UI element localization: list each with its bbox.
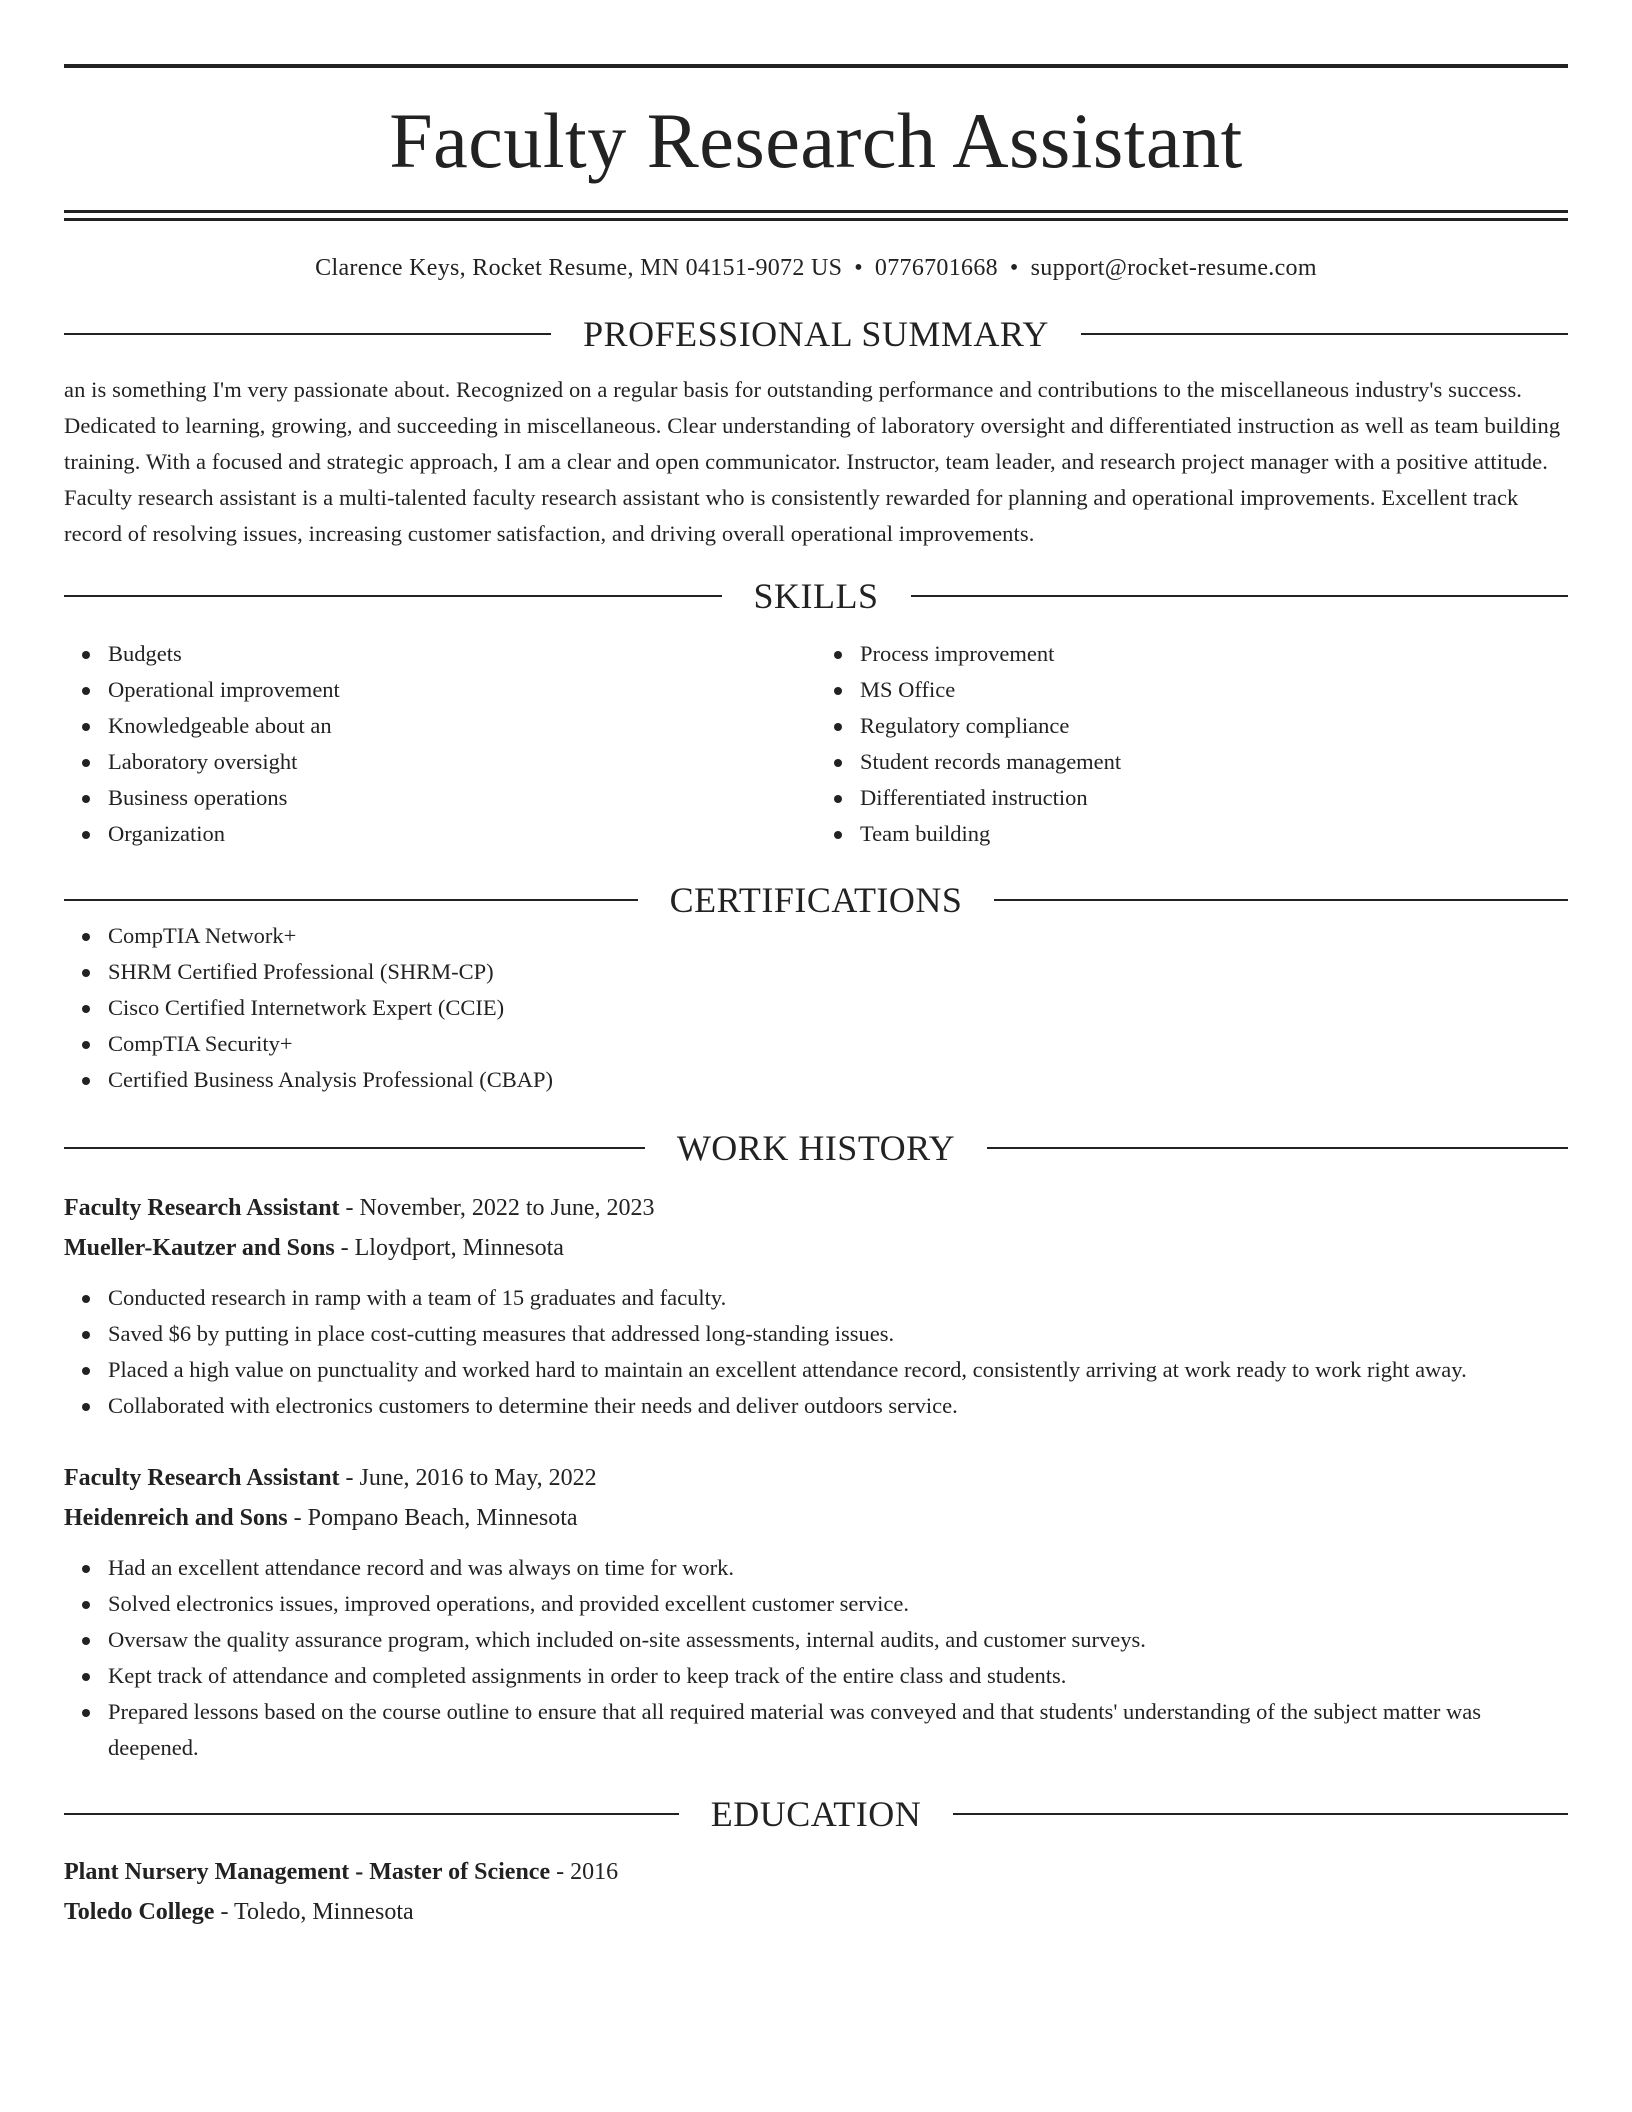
education-entry <box>64 1852 1568 1932</box>
job-duties-list <box>64 1280 1568 1424</box>
job-company-line <box>64 1498 1568 1538</box>
bullet-icon <box>82 933 90 941</box>
bullet-icon <box>82 969 90 977</box>
job-entry <box>64 1458 1568 1766</box>
job-location: - Lloydport, Minnesota <box>334 1235 564 1261</box>
bullet-icon <box>82 1331 90 1339</box>
skills-heading <box>64 578 1568 614</box>
skill-item: Operational improvement <box>108 672 816 708</box>
certification-item: CompTIA Security+ <box>108 1026 1568 1062</box>
education-location: - Toledo, Minnesota <box>214 1899 414 1925</box>
education-school: Toledo College <box>64 1899 215 1925</box>
education-year: - 2016 <box>550 1859 619 1885</box>
job-company-line <box>64 1228 1568 1268</box>
job-duty-item: Oversaw the quality assurance program, which included on-site assessments, internal audits, and customer surveys. <box>108 1622 1568 1658</box>
skills-list-left <box>64 636 816 852</box>
bullet-icon <box>82 651 90 659</box>
contact-email: support@rocket-resume.com <box>1030 255 1317 281</box>
skill-item: Laboratory oversight <box>108 744 816 780</box>
job-role: Faculty Research Assistant <box>64 1195 340 1221</box>
job-duties-list <box>64 1550 1568 1766</box>
summary-heading-label: PROFESSIONAL SUMMARY <box>583 314 1049 354</box>
skill-item: Student records management <box>860 744 1568 780</box>
skill-item: Business operations <box>108 780 816 816</box>
job-duty-item: Conducted research in ramp with a team of 15 graduates and faculty. <box>108 1280 1568 1316</box>
skills-columns <box>64 636 1568 852</box>
education-heading <box>64 1796 1568 1832</box>
title-double-rule <box>64 210 1568 221</box>
bullet-icon <box>82 831 90 839</box>
work-history-heading <box>64 1130 1568 1166</box>
certifications-heading <box>64 882 1568 918</box>
heading-rule-right <box>953 1813 1568 1815</box>
job-company: Mueller-Kautzer and Sons <box>64 1235 335 1261</box>
bullet-icon <box>834 795 842 803</box>
bullet-icon <box>82 687 90 695</box>
bullet-icon <box>82 1077 90 1085</box>
heading-rule-left <box>64 1147 645 1149</box>
job-company: Heidenreich and Sons <box>64 1505 288 1531</box>
contact-phone: 0776701668 <box>874 255 998 281</box>
bullet-icon <box>82 1637 90 1645</box>
bullet-icon <box>82 1709 90 1717</box>
heading-rule-left <box>64 899 638 901</box>
summary-text: an is something I'm very passionate about. Recognized on a regular basis for outstanding performance and contributions to the miscellaneous industry's success. Dedicated to learning, growing, and succeeding in miscellaneous. Clear understanding of laboratory oversight and differentiated instruction as well as team building training. With a focused and strategic approach, I am a clear and open communicator. Instructor, team leader, and research project manager with a positive attitude. Faculty research assistant is a multi-talented faculty research assistant who is consistently rewarded for planning and operational improvements. Excellent track record of resolving issues, increasing customer satisfaction, and driving overall operational improvements. <box>64 377 1561 546</box>
job-duty-item: Kept track of attendance and completed assignments in order to keep track of the entire class and students. <box>108 1658 1568 1694</box>
bullet-icon <box>82 1673 90 1681</box>
job-duty-item: Saved $6 by putting in place cost-cutting measures that addressed long-standing issues. <box>108 1316 1568 1352</box>
certification-item: Cisco Certified Internetwork Expert (CCIE) <box>108 990 1568 1026</box>
job-dates: - November, 2022 to June, 2023 <box>339 1195 655 1221</box>
bullet-icon <box>834 687 842 695</box>
bullet-icon <box>82 795 90 803</box>
job-duty-item: Collaborated with electronics customers to determine their needs and deliver outdoors service. <box>108 1388 1568 1424</box>
bullet-icon <box>82 1041 90 1049</box>
contact-separator: • <box>854 255 863 281</box>
bullet-icon <box>82 759 90 767</box>
education-degree-line <box>64 1852 1568 1892</box>
heading-rule-left <box>64 1813 679 1815</box>
bullet-icon <box>834 831 842 839</box>
resume-title: Faculty Research Assistant <box>389 97 1243 184</box>
job-role-line <box>64 1188 1568 1228</box>
skill-item: Team building <box>860 816 1568 852</box>
skills-heading-label: SKILLS <box>753 576 879 616</box>
job-duty-item: Had an excellent attendance record and was always on time for work. <box>108 1550 1568 1586</box>
contact-separator: • <box>1009 255 1019 281</box>
skill-item: MS Office <box>860 672 1568 708</box>
skill-item: Organization <box>108 816 816 852</box>
certifications-heading-label: CERTIFICATIONS <box>669 880 963 920</box>
skills-list-right <box>816 636 1568 852</box>
heading-rule-right <box>1081 333 1568 335</box>
job-role-line <box>64 1458 1568 1498</box>
skill-item: Regulatory compliance <box>860 708 1568 744</box>
bullet-icon <box>834 723 842 731</box>
job-location: - Pompano Beach, Minnesota <box>287 1505 578 1531</box>
job-duty-item: Prepared lessons based on the course outline to ensure that all required material was conveyed and that students' understanding of the subject matter was deepened. <box>108 1694 1568 1766</box>
heading-rule-left <box>64 333 551 335</box>
certification-item: CompTIA Network+ <box>108 918 1568 954</box>
bullet-icon <box>82 1403 90 1411</box>
skill-item: Knowledgeable about an <box>108 708 816 744</box>
bullet-icon <box>82 723 90 731</box>
heading-rule-left <box>64 595 722 597</box>
heading-rule-right <box>987 1147 1568 1149</box>
skill-item: Process improvement <box>860 636 1568 672</box>
job-duty-item: Solved electronics issues, improved operations, and provided excellent customer service. <box>108 1586 1568 1622</box>
bullet-icon <box>82 1367 90 1375</box>
education-heading-label: EDUCATION <box>710 1794 922 1834</box>
heading-rule-right <box>994 899 1568 901</box>
education-school-line <box>64 1892 1568 1932</box>
work-history-heading-label: WORK HISTORY <box>676 1128 956 1168</box>
bullet-icon <box>82 1295 90 1303</box>
heading-rule-right <box>911 595 1569 597</box>
job-dates: - June, 2016 to May, 2022 <box>339 1465 597 1491</box>
bullet-icon <box>834 651 842 659</box>
certification-item: SHRM Certified Professional (SHRM-CP) <box>108 954 1568 990</box>
skill-item: Differentiated instruction <box>860 780 1568 816</box>
job-duty-item: Placed a high value on punctuality and worked hard to maintain an excellent attendance record, consistently arriving at work ready to work right away. <box>108 1352 1568 1388</box>
job-entry <box>64 1188 1568 1424</box>
certifications-list <box>64 918 1568 1098</box>
education-degree: Plant Nursery Management - Master of Science <box>64 1859 551 1885</box>
certification-item: Certified Business Analysis Professional (CBAP) <box>108 1062 1568 1098</box>
bullet-icon <box>82 1565 90 1573</box>
bullet-icon <box>82 1005 90 1013</box>
contact-line <box>64 255 1568 282</box>
bullet-icon <box>834 759 842 767</box>
contact-address: Clarence Keys, Rocket Resume, MN 04151-9072 US <box>315 255 843 281</box>
job-role: Faculty Research Assistant <box>64 1465 340 1491</box>
top-rule <box>64 64 1568 68</box>
summary-heading <box>64 316 1568 352</box>
bullet-icon <box>82 1601 90 1609</box>
skill-item: Budgets <box>108 636 816 672</box>
